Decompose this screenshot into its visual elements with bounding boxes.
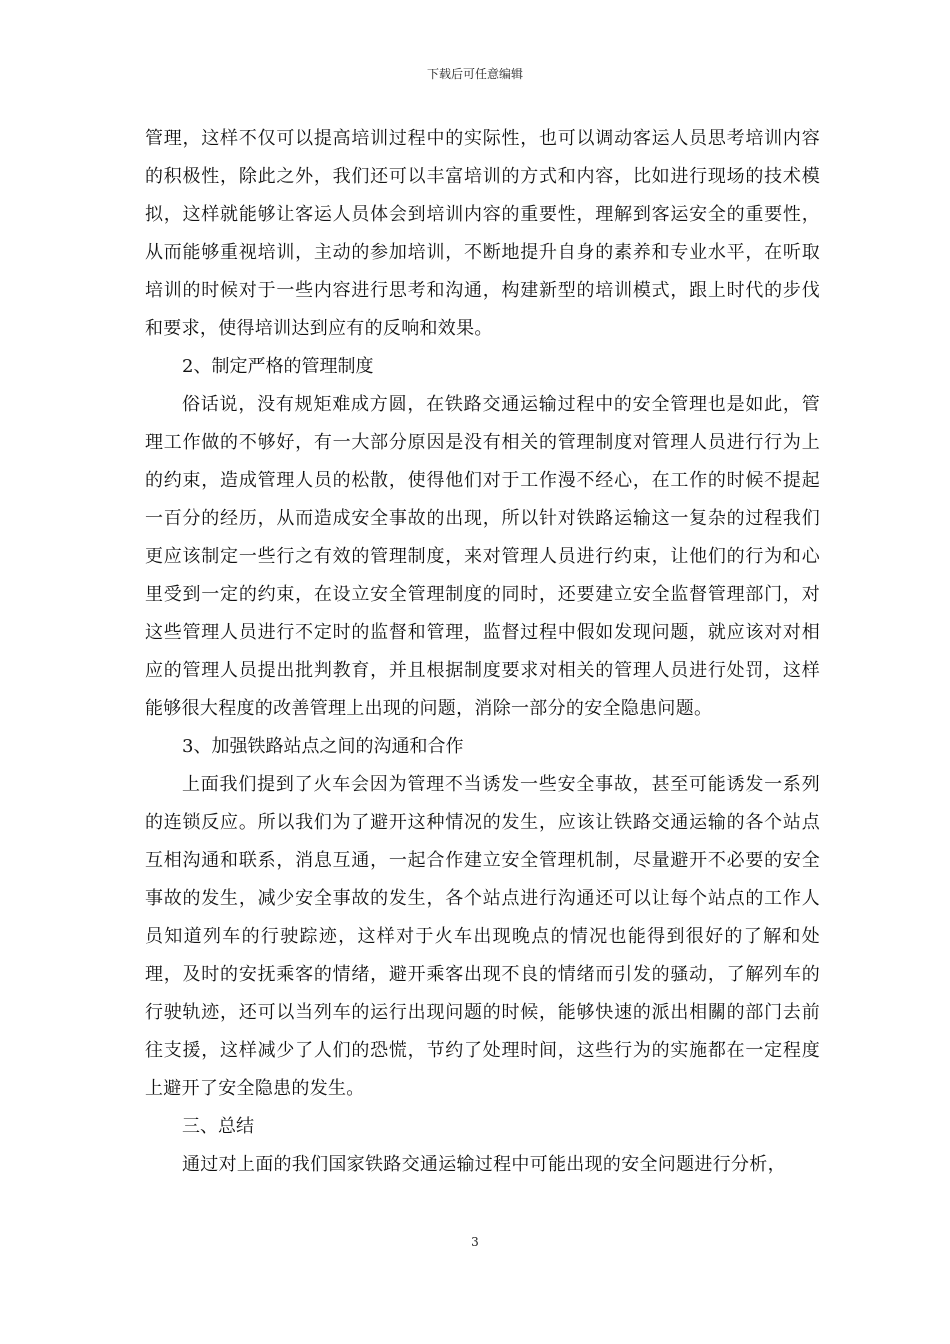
page-header: 下载后可任意编辑 [426, 67, 523, 81]
page-number: 3 [471, 1235, 479, 1249]
paragraph-management-system: 俗话说，没有规矩难成方圆，在铁路交通运输过程中的安全管理也是如此，管理工作做的不够好，有一大部分原因是没有相关的管理制度对管理人员进行行为上的约束，造成管理人员的松散，使得他们对于工作漫不经心，在工作的时候不提起一百分的经历，从而造成安全事故的出现，所以针对铁路运输这一复杂的过程我们更应该制定一些行之有效的管理制度，来对管理人员进行约束，让他们的行为和心里受到一定的约束，在设立安全管理制度的同时，还要建立安全监督管理部门，对这些管理人员进行不定时的监督和管理，监督过程中假如发现问题，就应该对对相应的管理人员提出批判教育，并且根据制度要求对相关的管理人员进行处罚，这样能够很大程度的改善管理上出现的问题，消除一部分的安全隐患问题。 [145, 394, 820, 719]
paragraph-summary: 通过对上面的我们国家铁路交通运输过程中可能出现的安全问题进行分析， [182, 1154, 786, 1175]
paragraph-training-continued: 管理，这样不仅可以提高培训过程中的实际性，也可以调动客运人员思考培训内容的积极性，除此之外，我们还可以丰富培训的方式和内容，比如进行现场的技术模拟，这样就能够让客运人员体会到培训内容的重要性，理解到客运安全的重要性，从而能够重视培训，主动的参加培训，不断地提升自身的素养和专业水平，在听取培训的时候对于一些内容进行思考和沟通，构建新型的培训模式，跟上时代的步伐和要求，使得培训达到应有的反响和效果。 [145, 128, 820, 339]
paragraph-station-communication: 上面我们提到了火车会因为管理不当诱发一些安全事故，甚至可能诱发一系列的连锁反应。所以我们为了避开这种情况的发生，应该让铁路交通运输的各个站点互相沟通和联系，消息互通，一起合作建立安全管理机制，尽量避开不必要的安全事故的发生，减少安全事故的发生，各个站点进行沟通还可以让每个站点的工作人员知道列车的行驶踪迹，这样对于火车出现晚点的情况也能得到很好的了解和处理，及时的安抚乘客的情绪，避开乘客出现不良的情绪而引发的骚动，了解列车的行驶轨迹，还可以当列车的运行出现问题的时候，能够快速的派出相關的部门去前往支援，这样减少了人们的恐慌，节约了处理时间，这些行为的实施都在一定程度上避开了安全隐患的发生。 [145, 774, 820, 1099]
section-heading-management-system: 2、制定严格的管理制度 [182, 356, 374, 377]
section-heading-summary: 三、总结 [182, 1116, 254, 1137]
document-body [145, 120, 820, 1184]
section-heading-station-communication: 3、加强铁路站点之间的沟通和合作 [182, 736, 464, 757]
